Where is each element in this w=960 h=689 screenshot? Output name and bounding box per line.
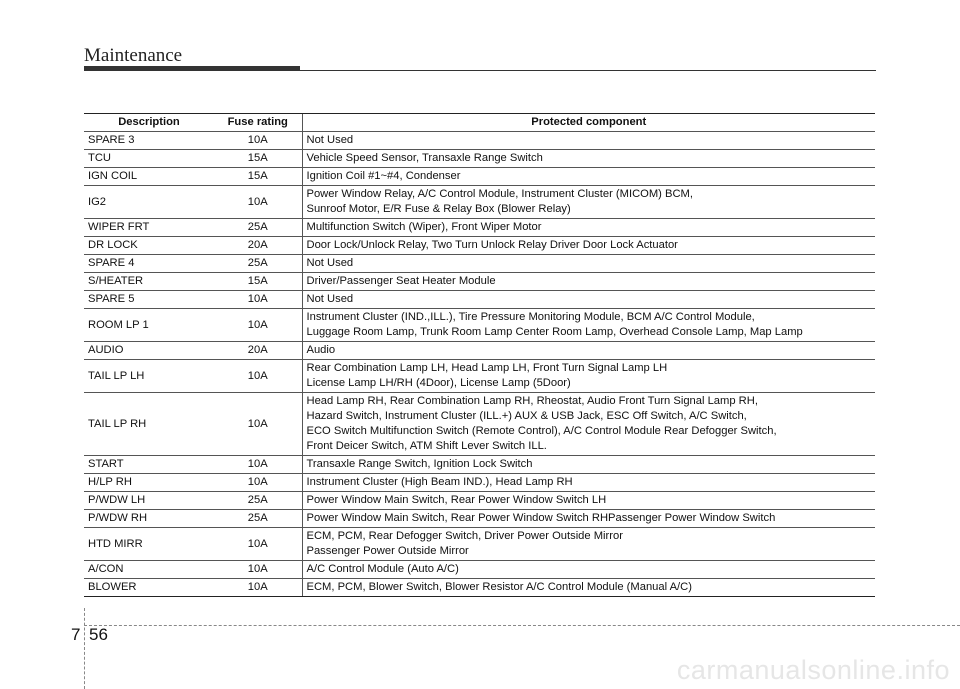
table-row: [84, 255, 875, 273]
fuse-rating: 10A: [214, 474, 302, 492]
table-row: [84, 186, 875, 219]
component-line: Hazard Switch, Instrument Cluster (ILL.+) AUX & USB Jack, ESC Off Switch, A/C Switch,: [306, 410, 747, 422]
fuse-rating: 10A: [214, 456, 302, 474]
table-row: [84, 237, 875, 255]
fuse-protected-component: [302, 255, 875, 273]
component-line: Power Window Main Switch, Rear Power Window Switch LH: [306, 494, 607, 506]
component-line: Transaxle Range Switch, Ignition Lock Switch: [306, 458, 533, 470]
component-line: A/C Control Module (Auto A/C): [306, 563, 459, 575]
header-rule-thin: [300, 70, 876, 71]
fuse-rating: 25A: [214, 219, 302, 237]
table-row: [84, 456, 875, 474]
column-header-description: Description: [84, 114, 214, 132]
component-line: Not Used: [306, 134, 354, 146]
fuse-table: [84, 113, 875, 597]
component-line: Not Used: [306, 293, 354, 305]
page-number: 56: [89, 625, 108, 644]
component-line: Passenger Power Outside Mirror: [306, 545, 469, 557]
fuse-protected-component: [302, 150, 875, 168]
watermark: carmanualsonline.info: [676, 655, 950, 685]
fuse-description: P/WDW RH: [84, 510, 214, 528]
fuse-description: S/HEATER: [84, 273, 214, 291]
fuse-protected-component: [302, 309, 875, 342]
component-line: Ignition Coil #1~#4, Condenser: [306, 170, 461, 182]
table-row: [84, 150, 875, 168]
fuse-table-body: [84, 132, 875, 597]
chapter-number: 7: [71, 625, 81, 644]
page-title: Maintenance: [84, 45, 183, 66]
fuse-description: WIPER FRT: [84, 219, 214, 237]
table-row: [84, 393, 875, 456]
component-line: ECM, PCM, Rear Defogger Switch, Driver Power Outside Mirror: [306, 530, 623, 542]
table-row: [84, 492, 875, 510]
fuse-description: ROOM LP 1: [84, 309, 214, 342]
fuse-protected-component: [302, 579, 875, 597]
table-row: [84, 342, 875, 360]
fuse-rating: 15A: [214, 168, 302, 186]
component-line: Luggage Room Lamp, Trunk Room Lamp Center Room Lamp, Overhead Console Lamp, Map Lamp: [306, 326, 803, 338]
fuse-protected-component: [302, 219, 875, 237]
fuse-rating: 20A: [214, 342, 302, 360]
component-line: Driver/Passenger Seat Heater Module: [306, 275, 496, 287]
fuse-rating: 15A: [214, 273, 302, 291]
table-row: [84, 528, 875, 561]
fuse-rating: 10A: [214, 186, 302, 219]
component-line: Power Window Relay, A/C Control Module, Instrument Cluster (MICOM) BCM,: [306, 188, 693, 200]
table-row: [84, 168, 875, 186]
table-row: [84, 579, 875, 597]
component-line: Not Used: [306, 257, 354, 269]
fuse-protected-component: [302, 393, 875, 456]
fuse-description: BLOWER: [84, 579, 214, 597]
fuse-description: SPARE 5: [84, 291, 214, 309]
fuse-description: TAIL LP LH: [84, 360, 214, 393]
fuse-protected-component: [302, 342, 875, 360]
fuse-rating: 10A: [214, 132, 302, 150]
table-row: [84, 219, 875, 237]
component-line: Instrument Cluster (IND.,ILL.), Tire Pressure Monitoring Module, BCM A/C Control Module,: [306, 311, 755, 323]
fuse-rating: 10A: [214, 309, 302, 342]
component-line: Door Lock/Unlock Relay, Two Turn Unlock Relay Driver Door Lock Actuator: [306, 239, 678, 251]
table-row: [84, 474, 875, 492]
fuse-description: TAIL LP RH: [84, 393, 214, 456]
component-line: License Lamp LH/RH (4Door), License Lamp (5Door): [306, 377, 571, 389]
fuse-protected-component: [302, 273, 875, 291]
fuse-rating: 10A: [214, 393, 302, 456]
component-line: Instrument Cluster (High Beam IND.), Head Lamp RH: [306, 476, 573, 488]
fuse-rating: 10A: [214, 561, 302, 579]
fuse-protected-component: [302, 456, 875, 474]
fuse-rating: 20A: [214, 237, 302, 255]
table-row: [84, 561, 875, 579]
column-header-protected-component: Protected component: [302, 114, 875, 132]
footer-dashed-divider: [84, 608, 85, 689]
fuse-description: SPARE 3: [84, 132, 214, 150]
component-line: Front Deicer Switch, ATM Shift Lever Switch ILL.: [306, 440, 547, 452]
fuse-rating: 10A: [214, 579, 302, 597]
header-rule-thick: [84, 66, 300, 71]
table-row: [84, 309, 875, 342]
table-row: [84, 510, 875, 528]
fuse-protected-component: [302, 360, 875, 393]
fuse-description: IGN COIL: [84, 168, 214, 186]
fuse-rating: 25A: [214, 492, 302, 510]
fuse-description: AUDIO: [84, 342, 214, 360]
fuse-description: IG2: [84, 186, 214, 219]
fuse-protected-component: [302, 528, 875, 561]
component-line: Sunroof Motor, E/R Fuse & Relay Box (Blower Relay): [306, 203, 571, 215]
fuse-rating: 10A: [214, 291, 302, 309]
component-line: Multifunction Switch (Wiper), Front Wiper Motor: [306, 221, 542, 233]
fuse-protected-component: [302, 510, 875, 528]
table-row: [84, 360, 875, 393]
component-line: Rear Combination Lamp LH, Head Lamp LH, Front Turn Signal Lamp LH: [306, 362, 668, 374]
table-header-row: [84, 114, 875, 132]
fuse-description: H/LP RH: [84, 474, 214, 492]
fuse-rating: 10A: [214, 528, 302, 561]
component-line: Audio: [306, 344, 336, 356]
fuse-rating: 15A: [214, 150, 302, 168]
fuse-description: A/CON: [84, 561, 214, 579]
fuse-rating: 10A: [214, 360, 302, 393]
component-line: Head Lamp RH, Rear Combination Lamp RH, Rheostat, Audio Front Turn Signal Lamp RH,: [306, 395, 758, 407]
component-line: ECO Switch Multifunction Switch (Remote Control), A/C Control Module Rear Defogger Switch,: [306, 425, 777, 437]
fuse-protected-component: [302, 492, 875, 510]
table-row: [84, 273, 875, 291]
fuse-protected-component: [302, 561, 875, 579]
table-row: [84, 291, 875, 309]
fuse-description: P/WDW LH: [84, 492, 214, 510]
component-line: Power Window Main Switch, Rear Power Window Switch RHPassenger Power Window Switch: [306, 512, 776, 524]
table-row: [84, 132, 875, 150]
fuse-rating: 25A: [214, 255, 302, 273]
column-header-fuse-rating: Fuse rating: [214, 114, 302, 132]
component-line: Vehicle Speed Sensor, Transaxle Range Switch: [306, 152, 543, 164]
fuse-description: START: [84, 456, 214, 474]
component-line: ECM, PCM, Blower Switch, Blower Resistor A/C Control Module (Manual A/C): [306, 581, 692, 593]
fuse-description: SPARE 4: [84, 255, 214, 273]
fuse-rating: 25A: [214, 510, 302, 528]
fuse-protected-component: [302, 132, 875, 150]
fuse-protected-component: [302, 237, 875, 255]
fuse-protected-component: [302, 474, 875, 492]
fuse-protected-component: [302, 186, 875, 219]
fuse-protected-component: [302, 291, 875, 309]
fuse-description: TCU: [84, 150, 214, 168]
fuse-description: DR LOCK: [84, 237, 214, 255]
fuse-protected-component: [302, 168, 875, 186]
fuse-description: HTD MIRR: [84, 528, 214, 561]
footer-dashed-rule: [84, 625, 960, 626]
